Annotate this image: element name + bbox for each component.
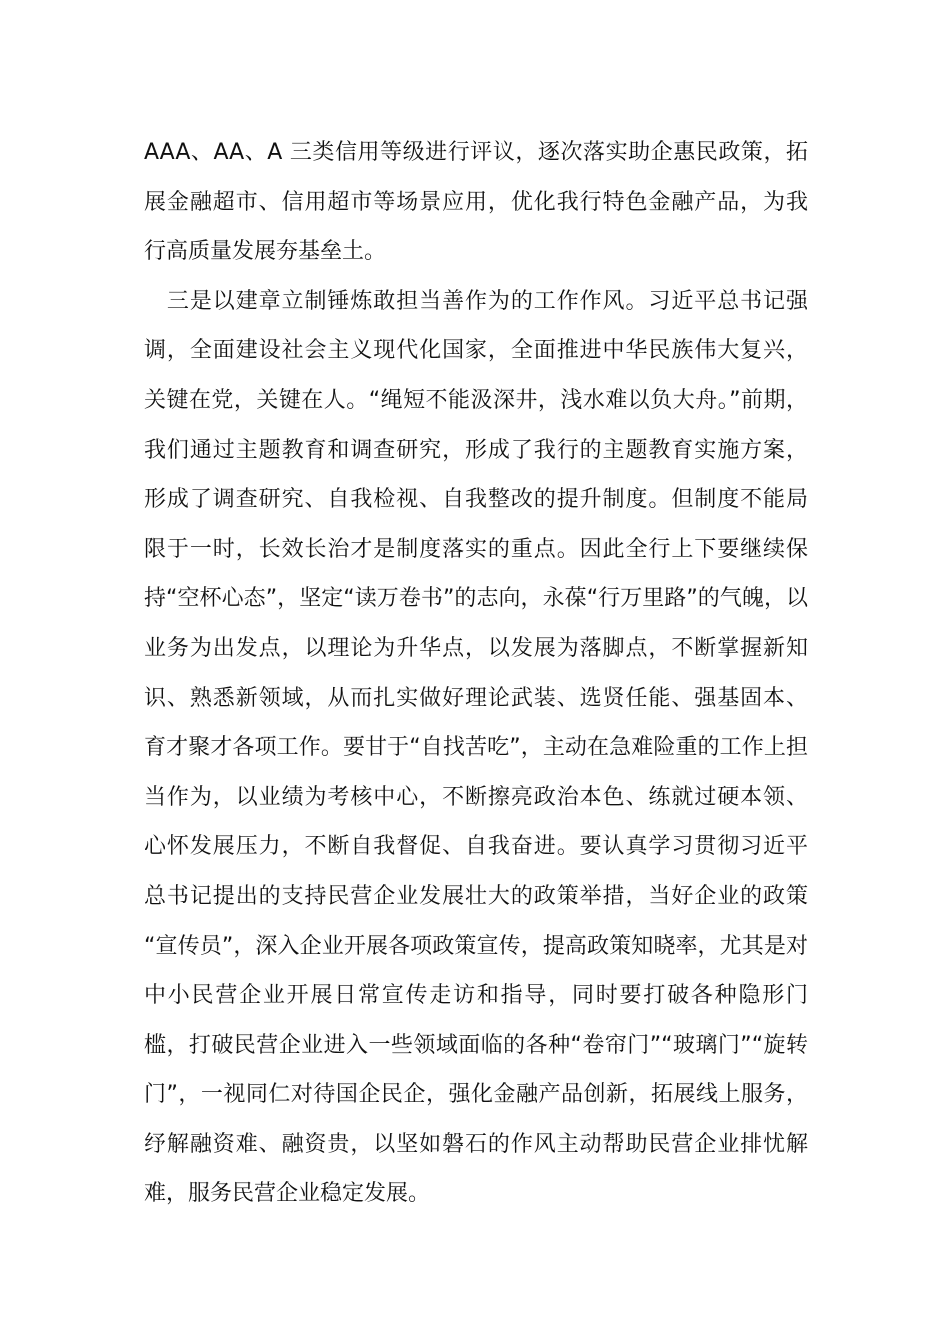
text-line: 调，全面建设社会主义现代化国家，全面推进中华民族伟大复兴， xyxy=(144,338,808,364)
text-line: 持“空杯心态”，坚定“读万卷书”的志向，永葆“行万里路”的气魄，以 xyxy=(144,586,808,612)
text-line: 展金融超市、信用超市等场景应用，优化我行特色金融产品，为我 xyxy=(144,189,808,215)
text-line: 纾解融资难、融资贵，以坚如磐石的作风主动帮助民营企业排忧解 xyxy=(144,1131,808,1157)
text-line: 育才聚才各项工作。要甘于“自找苦吃”，主动在急难险重的工作上担 xyxy=(144,735,808,761)
text-line: 三是以建章立制锤炼敢担当善作为的工作作风。习近平总书记强 xyxy=(144,288,808,314)
text-line: 我们通过主题教育和调查研究，形成了我行的主题教育实施方案， xyxy=(144,437,808,463)
text-line: 难，服务民营企业稳定发展。 xyxy=(144,1181,431,1207)
body-text xyxy=(144,128,808,1219)
text-line: 形成了调查研究、自我检视、自我整改的提升制度。但制度不能局 xyxy=(144,487,808,513)
text-line: “宣传员”，深入企业开展各项政策宣传，提高政策知晓率，尤其是对 xyxy=(144,933,808,959)
text-line: 槛，打破民营企业进入一些领域面临的各种“卷帘门”“玻璃门”“旋转 xyxy=(144,1032,808,1058)
text-line: AAA、AA、A 三类信用等级进行评议，逐次落实助企惠民政策，拓 xyxy=(144,140,808,165)
text-line: 门”，一视同仁对待国企民企，强化金融产品创新，拓展线上服务， xyxy=(144,1082,808,1108)
text-line: 心怀发展压力，不断自我督促、自我奋进。要认真学习贯彻习近平 xyxy=(144,834,808,860)
text-line: 关键在党，关键在人。“绳短不能汲深井，浅水难以负大舟。”前期， xyxy=(144,387,808,413)
text-line: 业务为出发点，以理论为升华点，以发展为落脚点，不断掌握新知 xyxy=(144,635,808,661)
text-line: 总书记提出的支持民营企业发展壮大的政策举措，当好企业的政策 xyxy=(144,883,808,909)
text-line: 行高质量发展夯基垒土。 xyxy=(144,239,387,265)
text-line: 限于一时，长效长治才是制度落实的重点。因此全行上下要继续保 xyxy=(144,536,808,562)
text-line: 识、熟悉新领域，从而扎实做好理论武装、选贤任能、强基固本、 xyxy=(144,685,808,711)
text-line: 当作为，以业绩为考核中心，不断擦亮政治本色、练就过硬本领、 xyxy=(144,784,808,810)
paragraph-2 xyxy=(144,277,808,1219)
paragraph-1 xyxy=(144,128,808,277)
text-line: 中小民营企业开展日常宣传走访和指导，同时要打破各种隐形门 xyxy=(144,983,808,1009)
